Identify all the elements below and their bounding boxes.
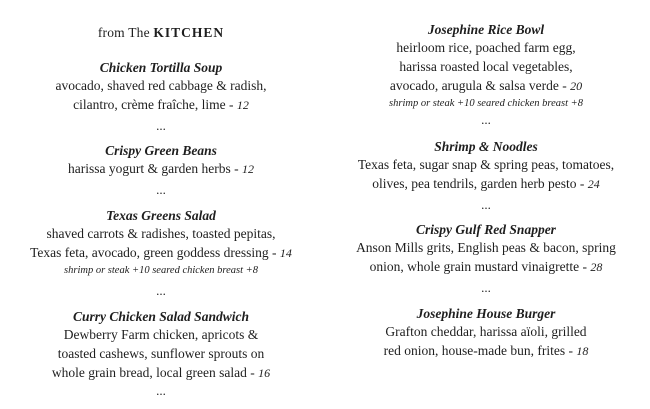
- menu-item-price: 28: [590, 260, 603, 274]
- menu-item: [322, 22, 650, 112]
- menu-item-name: Texas Greens Salad: [106, 208, 216, 223]
- menu-item-addon: shrimp or steak +10 seared chicken breast +8: [389, 98, 583, 109]
- menu-item-description: red onion, house-made bun, frites - 18: [383, 343, 589, 358]
- menu-item-description: harissa yogurt & garden herbs - 12: [68, 161, 254, 176]
- menu-item-name: Josephine House Burger: [416, 306, 556, 321]
- menu-item-description: toasted cashews, sunflower sprouts on: [57, 346, 265, 361]
- menu-item-description: Texas feta, sugar snap & spring peas, tomatoes,: [357, 157, 615, 172]
- menu-item-description: Grafton cheddar, harissa aïoli, grilled: [385, 324, 587, 339]
- menu-item-price: 12: [236, 98, 249, 112]
- menu-item-price: 12: [241, 162, 254, 176]
- menu-item-description: harissa roasted local vegetables,: [399, 59, 573, 74]
- separator: ...: [156, 118, 166, 133]
- menu-item-description: olives, pea tendrils, garden herb pesto - 24: [372, 176, 600, 191]
- menu-item-price: 14: [279, 246, 292, 260]
- menu-item: [0, 143, 322, 179]
- menu-item-price: 18: [576, 344, 589, 358]
- menu-item-description: Texas feta, avocado, green goddess dressing - 14: [30, 245, 292, 260]
- separator: ...: [156, 283, 166, 298]
- menu-item: [0, 309, 322, 383]
- menu-item-name: Shrimp & Noodles: [434, 139, 538, 154]
- menu-item-addon: shrimp or steak +10 seared chicken breast +8: [64, 265, 258, 276]
- menu-item-description: avocado, arugula & salsa verde - 20: [389, 78, 583, 93]
- menu-item-description: whole grain bread, local green salad - 16: [51, 365, 271, 380]
- menu-column-right: [322, 0, 650, 409]
- separator: ...: [481, 112, 491, 127]
- menu-item-name: Crispy Green Beans: [105, 143, 217, 158]
- separator: ...: [481, 280, 491, 295]
- menu-item-description: cilantro, crème fraîche, lime - 12: [73, 97, 249, 112]
- menu-item-price: 20: [570, 79, 583, 93]
- menu-item-name: Crispy Gulf Red Snapper: [416, 222, 556, 237]
- menu-item: [0, 208, 322, 279]
- separator: ...: [156, 182, 166, 197]
- menu-item: [322, 222, 650, 277]
- separator: ...: [481, 197, 491, 212]
- menu-item-description: avocado, shaved red cabbage & radish,: [55, 78, 267, 93]
- menu-column-left: [0, 0, 322, 409]
- section-heading: from The KITCHEN: [97, 25, 225, 40]
- menu-item-name: Chicken Tortilla Soup: [99, 60, 223, 75]
- menu-item: [322, 139, 650, 194]
- separator: ...: [156, 383, 166, 398]
- menu-item-price: 16: [258, 366, 271, 380]
- menu-item: [0, 60, 322, 115]
- menu-item-description: onion, whole grain mustard vinaigrette - 28: [369, 259, 603, 274]
- menu-item-price: 24: [587, 177, 600, 191]
- menu-item-description: Anson Mills grits, English peas & bacon, spring: [356, 240, 616, 255]
- menu-item-name: Curry Chicken Salad Sandwich: [73, 309, 249, 324]
- menu-item-description: shaved carrots & radishes, toasted pepitas,: [46, 226, 276, 241]
- menu-item: [322, 306, 650, 361]
- menu-item-description: heirloom rice, poached farm egg,: [396, 40, 576, 55]
- menu-item-name: Josephine Rice Bowl: [427, 22, 545, 37]
- menu-item-description: Dewberry Farm chicken, apricots &: [63, 327, 259, 342]
